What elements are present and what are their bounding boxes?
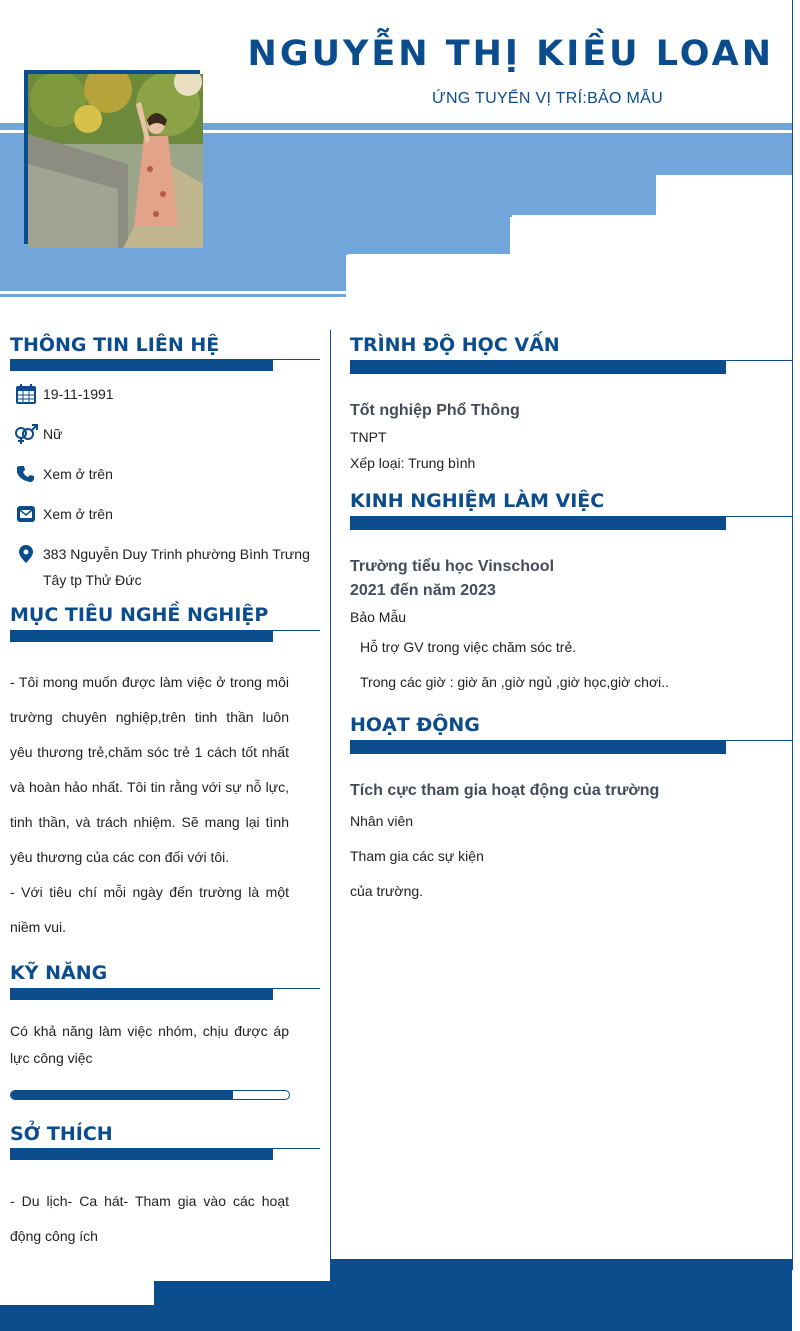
contact-section-title: THÔNG TIN LIÊN HỆ (10, 334, 220, 356)
section-bar (10, 989, 273, 1000)
band-line (512, 215, 656, 218)
activity-description: của trường. (350, 883, 424, 899)
section-bar (10, 631, 273, 642)
band-line (658, 176, 661, 216)
email-icon (14, 504, 38, 524)
band-line (658, 176, 792, 179)
section-bar (350, 361, 726, 374)
candidate-name: NGUYỄN THỊ KIỀU LOAN (247, 34, 774, 74)
skill-level-fill (11, 1091, 233, 1099)
activity-name: Tích cực tham gia hoạt động của trường (350, 782, 660, 799)
calendar-icon (14, 384, 38, 404)
contact-address (14, 544, 313, 593)
section-bar (10, 360, 273, 371)
address-text: 383 Nguyễn Duy Trinh phường Bình Trưng Tây tp Thử Đức (43, 546, 310, 588)
education-degree: Tốt nghiệp Phổ Thông (350, 402, 520, 419)
contact-email (14, 504, 113, 527)
phone-icon (14, 464, 38, 484)
band-line (512, 215, 515, 253)
band-line (0, 291, 346, 294)
section-bar (350, 741, 726, 754)
activities-section-title: HOẠT ĐỘNG (350, 714, 480, 736)
band-line (348, 254, 510, 257)
section-bar (350, 517, 726, 530)
objective-section-title: MỤC TIÊU NGHỀ NGHIỆP (10, 604, 269, 626)
band-line (348, 254, 351, 294)
phone-text: Xem ở trên (43, 466, 113, 482)
experience-role: Bảo Mẫu (350, 609, 407, 625)
experience-period: 2021 đến năm 2023 (350, 582, 496, 599)
skills-text: Có khả năng làm việc nhóm, chịu được áp lực công việc (10, 1023, 289, 1066)
birthday-text: 19-11-1991 (43, 386, 114, 402)
contact-birthday (14, 384, 114, 407)
experience-company: Trường tiểu học Vinschool (350, 558, 555, 575)
contact-gender (14, 424, 62, 447)
experience-duty: Hỗ trợ GV trong việc chăm sóc trẻ. (360, 639, 577, 655)
education-grade: Xếp loại: Trung bình (350, 455, 476, 471)
profile-photo (28, 74, 203, 248)
hobbies-text: - Du lịch- Ca hát- Tham gia vào các hoạt động công ích (10, 1193, 289, 1244)
education-section-title: TRÌNH ĐỘ HỌC VẤN (350, 334, 560, 356)
contact-phone (14, 464, 113, 487)
skill-level-bar (10, 1090, 290, 1100)
activity-role: Nhân viên (350, 813, 414, 829)
gender-icon (14, 424, 38, 444)
education-school: TNPT (350, 429, 387, 445)
column-divider (330, 330, 331, 1260)
section-bar (10, 1149, 273, 1160)
objective-text: - Tôi mong muốn được làm việc ở trong môi trường chuyên nghiệp,trên tinh thần luôn yêu thương trẻ,chăm sóc trẻ 1 cách tốt nhất và hoàn hảo nhất. Tôi tin rằng với sự nỗ lực, tinh thần, và trách nhiệm. Sẽ mang lại tình yêu thương của các con đối với tôi. (10, 674, 289, 865)
hobbies-section-title: SỞ THÍCH (10, 1123, 113, 1145)
objective-text-2: - Với tiêu chí mỗi ngày đến trường là một niềm vui. (10, 884, 289, 935)
position-applied: ỨNG TUYỂN VỊ TRÍ:BẢO MẪU (432, 90, 663, 107)
gender-text: Nữ (43, 426, 63, 442)
experience-section-title: KINH NGHIỆM LÀM VIỆC (350, 490, 605, 512)
email-text: Xem ở trên (43, 506, 113, 522)
activity-description: Tham gia các sự kiện (350, 848, 484, 864)
page-right-border (792, 0, 793, 1270)
location-pin-icon (14, 544, 38, 564)
footer-block (0, 1305, 790, 1331)
skills-section-title: KỸ NĂNG (10, 962, 108, 984)
experience-duty: Trong các giờ : giờ ăn ,giờ ngủ ,giờ học,giờ chơi.. (360, 674, 670, 690)
